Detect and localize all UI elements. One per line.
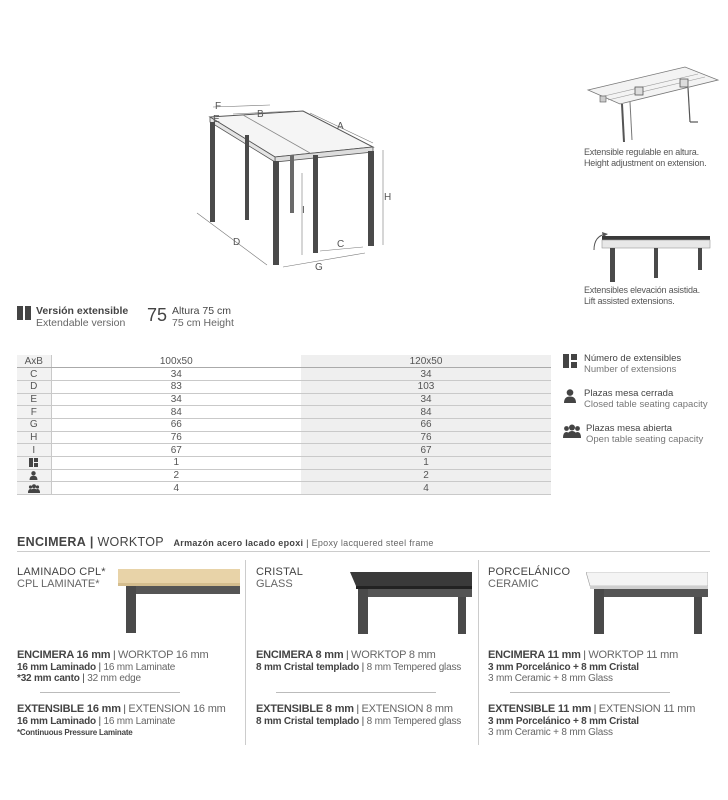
spec-l2-es: 3 mm Porcelánico + 8 mm Cristal <box>488 661 639 673</box>
ceramic-table-image <box>586 572 708 634</box>
ext-l2-es: 8 mm Cristal templado <box>256 715 360 727</box>
dim-label-d: D <box>233 237 241 248</box>
table-row <box>17 393 551 406</box>
legend-item <box>563 388 723 410</box>
spec-l2-es: 16 mm Laminado <box>17 661 96 673</box>
height-adjust-caption <box>584 147 724 169</box>
height-subtitle: 75 cm Height <box>172 317 234 329</box>
table-cell: 1 <box>301 457 551 470</box>
spec-es: ENCIMERA 8 mm <box>256 649 344 661</box>
dim-label-a: A <box>337 121 344 132</box>
spec-sep: | <box>356 704 359 715</box>
dim-label-i: I <box>302 205 305 216</box>
ext-es: EXTENSIBLE 8 mm <box>256 703 354 715</box>
ext-l3-en: 3 mm Ceramic + 8 mm Glass <box>488 727 613 738</box>
table-cell: 84 <box>51 406 301 419</box>
height-info <box>147 305 234 329</box>
table-cell: 4 <box>51 482 301 495</box>
legend-item <box>563 353 723 375</box>
ext-l2-en: 16 mm Laminate <box>103 715 176 727</box>
laminate-worktop-spec <box>17 650 242 685</box>
option-subtitle: GLASS <box>256 578 293 590</box>
height-adjust-subtitle: Height adjustment on extension. <box>584 158 707 168</box>
glass-table-image <box>350 572 472 634</box>
legend-title: Plazas mesa abierta <box>586 423 673 434</box>
lift-assist-subtitle: Lift assisted extensions. <box>584 296 675 306</box>
row-label: I <box>17 444 51 457</box>
table-cell: 2 <box>51 469 301 482</box>
laminate-option <box>17 566 106 590</box>
spec-sep: | <box>583 650 586 661</box>
table-cell: 103 <box>301 380 551 393</box>
legend-title: Número de extensibles <box>584 353 682 364</box>
ext-l2-es: 3 mm Porcelánico + 8 mm Cristal <box>488 715 639 727</box>
table-header-label: AxB <box>17 355 51 368</box>
table-cell: 1 <box>51 457 301 470</box>
table-cell: 67 <box>51 444 301 457</box>
height-title: Altura 75 cm <box>172 305 231 317</box>
dim-label-e: E <box>213 114 220 125</box>
table-row <box>17 380 551 393</box>
table-cell: 34 <box>301 393 551 406</box>
worktop-divider <box>17 551 710 552</box>
spec-en: WORKTOP 8 mm <box>351 649 436 661</box>
ext-es: EXTENSIBLE 16 mm <box>17 703 121 715</box>
ext-l2-en: 8 mm Tempered glass <box>366 715 462 727</box>
extendable-version-info <box>17 305 128 329</box>
spec-l2-es: 8 mm Cristal templado <box>256 661 360 673</box>
height-number: 75 <box>147 305 168 325</box>
table-header-row <box>17 355 551 368</box>
table-row <box>17 431 551 444</box>
table-cell: 34 <box>51 368 301 381</box>
column-divider <box>478 560 479 745</box>
height-adjust-title: Extensible regulable en altura. <box>584 147 699 157</box>
option-subtitle: CPL LAMINATE* <box>17 578 100 590</box>
glass-extension-spec <box>256 704 476 727</box>
row-label <box>17 469 51 482</box>
table-row <box>17 457 551 470</box>
spec-l3-en: 32 mm edge <box>87 673 141 684</box>
ceramic-extension-spec <box>488 704 718 739</box>
spec-sep: | <box>361 661 365 673</box>
person-icon <box>29 471 38 480</box>
ext-en: EXTENSION 11 mm <box>598 703 696 715</box>
worktop-heading-es: ENCIMERA <box>17 535 87 549</box>
table-cell: 84 <box>301 406 551 419</box>
dimensions-table <box>17 355 551 495</box>
table-cell: 76 <box>301 431 551 444</box>
table-row <box>17 444 551 457</box>
option-title: PORCELÁNICO <box>488 566 571 578</box>
frame-es: Armazón acero lacado epoxi <box>173 538 304 548</box>
table-cell: 34 <box>51 393 301 406</box>
option-title: LAMINADO CPL* <box>17 566 106 578</box>
worktop-heading-en: WORKTOP <box>97 535 164 549</box>
ceramic-option <box>488 566 570 590</box>
frame-separator: | <box>303 538 312 548</box>
spec-l3-en: 3 mm Ceramic + 8 mm Glass <box>488 673 613 684</box>
legend-subtitle: Closed table seating capacity <box>584 399 708 410</box>
extensions-icon <box>29 458 38 467</box>
row-label <box>17 482 51 495</box>
row-label: G <box>17 418 51 431</box>
table-row <box>17 368 551 381</box>
spec-en: WORKTOP 11 mm <box>588 649 679 661</box>
ceramic-worktop-spec <box>488 650 718 685</box>
spec-sep: | <box>123 704 126 715</box>
lift-assist-diagram <box>580 226 720 284</box>
spec-sep: | <box>98 661 101 673</box>
spec-sep: | <box>82 673 85 684</box>
spec-es: ENCIMERA 16 mm <box>17 649 111 661</box>
dim-label-b: B <box>257 109 264 120</box>
glass-worktop-spec <box>256 650 476 673</box>
spec-l3-es: *32 mm canto <box>17 673 80 684</box>
spec-divider <box>40 692 180 693</box>
row-label <box>17 457 51 470</box>
laminate-footnote: *Continuous Pressure Laminate <box>17 728 133 737</box>
extendable-title: Versión extensible <box>36 305 129 317</box>
frame-en: Epoxy lacquered steel frame <box>311 538 434 548</box>
option-title: CRISTAL <box>256 566 304 578</box>
row-label: C <box>17 368 51 381</box>
table-dimension-diagram <box>175 95 415 280</box>
spec-en: WORKTOP 16 mm <box>117 649 209 661</box>
row-label: H <box>17 431 51 444</box>
table-col-header: 120x50 <box>301 355 551 368</box>
spec-sep: | <box>98 715 101 727</box>
dim-label-c: C <box>337 239 345 250</box>
legend <box>563 353 723 445</box>
spec-es: ENCIMERA 11 mm <box>488 649 581 661</box>
heading-separator: | <box>89 535 94 549</box>
table-row <box>17 469 551 482</box>
table-cell: 76 <box>51 431 301 444</box>
table-row <box>17 406 551 419</box>
spec-divider <box>276 692 436 693</box>
spec-sep: | <box>112 650 116 661</box>
lift-assist-title: Extensibles elevación asistida. <box>584 285 700 295</box>
table-row <box>17 418 551 431</box>
table-cell: 83 <box>51 380 301 393</box>
spec-sep: | <box>346 650 349 661</box>
spec-sep: | <box>593 704 597 715</box>
table-row <box>17 482 551 495</box>
lift-assist-caption <box>584 285 724 307</box>
table-cell: 4 <box>301 482 551 495</box>
ext-l2-es: 16 mm Laminado <box>17 715 96 727</box>
legend-title: Plazas mesa cerrada <box>584 388 674 399</box>
table-col-header: 100x50 <box>51 355 301 368</box>
extendable-icon <box>17 306 31 320</box>
spec-divider <box>510 692 670 693</box>
table-cell: 66 <box>51 418 301 431</box>
column-divider <box>245 560 246 745</box>
spec-l2-en: 8 mm Tempered glass <box>366 661 462 673</box>
dim-label-g: G <box>315 262 323 273</box>
laminate-extension-spec <box>17 704 242 739</box>
spec-sep: | <box>361 715 365 727</box>
worktop-heading <box>17 535 434 549</box>
extendable-subtitle: Extendable version <box>36 317 126 329</box>
table-cell: 66 <box>301 418 551 431</box>
legend-subtitle: Open table seating capacity <box>586 434 704 445</box>
table-cell: 2 <box>301 469 551 482</box>
dim-label-h: H <box>384 192 392 203</box>
ext-es: EXTENSIBLE 11 mm <box>488 703 592 715</box>
spec-l2-en: 16 mm Laminate <box>103 661 176 673</box>
laminate-table-image <box>118 569 240 633</box>
legend-item <box>563 423 723 445</box>
legend-subtitle: Number of extensions <box>584 364 677 375</box>
ext-en: EXTENSION 16 mm <box>128 703 226 715</box>
group-icon <box>28 484 40 493</box>
group-icon <box>563 424 581 438</box>
table-cell: 67 <box>301 444 551 457</box>
option-subtitle: CERAMIC <box>488 578 539 590</box>
row-label: E <box>17 393 51 406</box>
ext-en: EXTENSION 8 mm <box>361 703 453 715</box>
person-icon <box>563 389 577 403</box>
dim-label-f: F <box>215 101 222 112</box>
glass-option <box>256 566 303 590</box>
height-adjust-diagram <box>580 62 720 147</box>
table-cell: 34 <box>301 368 551 381</box>
row-label: F <box>17 406 51 419</box>
extensions-icon <box>563 354 577 368</box>
row-label: D <box>17 380 51 393</box>
